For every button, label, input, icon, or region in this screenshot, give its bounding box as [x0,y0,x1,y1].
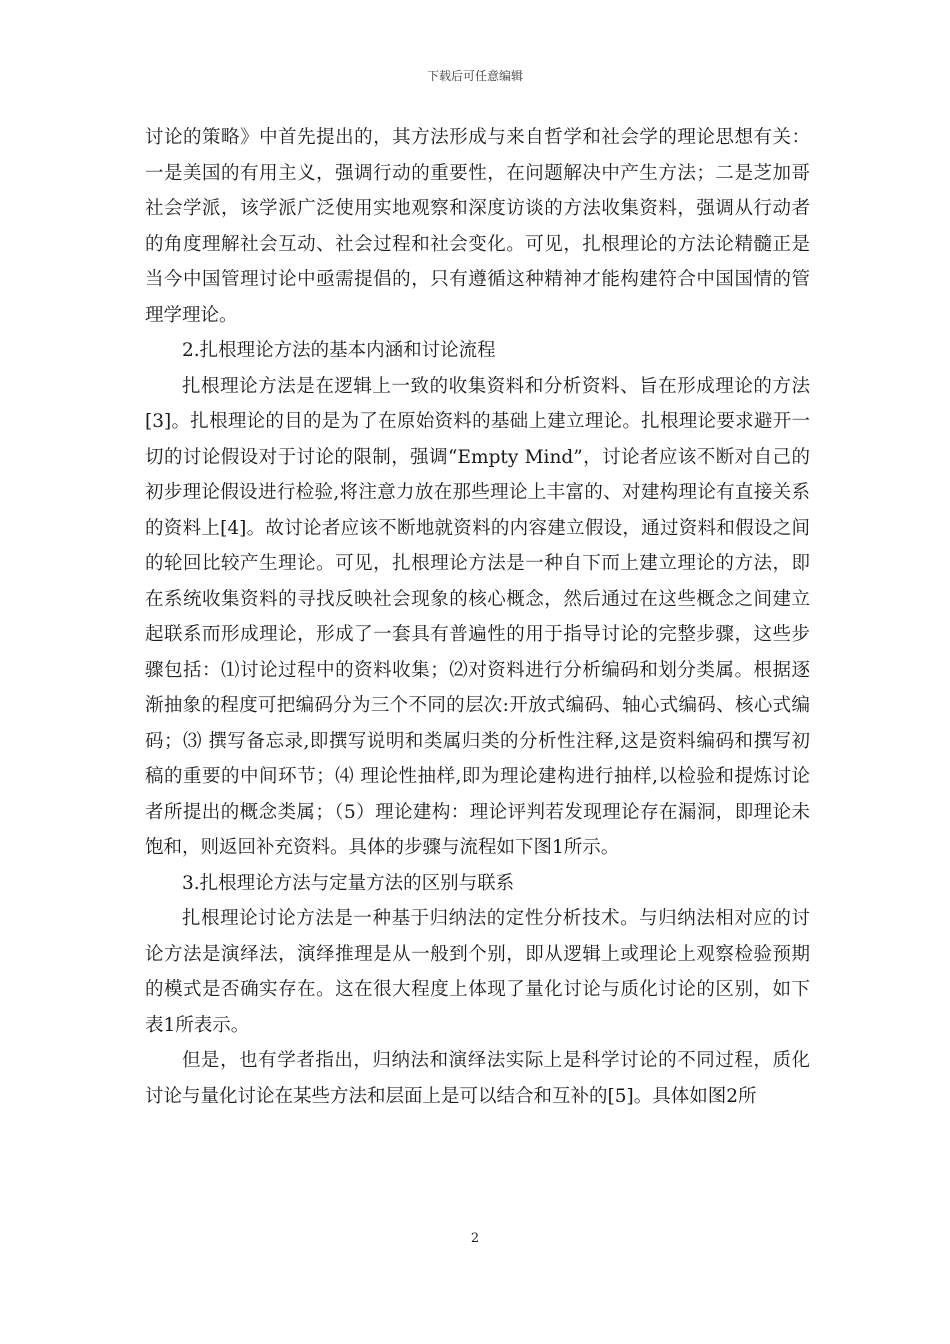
paragraph: 但是，也有学者指出，归纳法和演绎法实际上是科学讨论的不同过程，质化讨论与量化讨论在某些方法和层面上是可以结合和互补的[5]。具体如图2所 [145,1050,810,1107]
document-body [145,120,810,1114]
section-heading: 3.扎根理论方法与定量方法的区别与联系 [182,872,515,894]
page-number: 2 [470,1231,480,1246]
page-header: 下载后可任意编辑 [426,69,523,83]
paragraph: 扎根理论讨论方法是一种基于归纳法的定性分析技术。与归纳法相对应的讨论方法是演绎法，演绎推理是从一般到个别，即从逻辑上或理论上观察检验预期的模式是否确实存在。这在很大程度上体现了量化讨论与质化讨论的区别，如下表1所表示。 [145,908,810,1036]
paragraph-continuation: 讨论的策略》中首先提出的，其方法形成与来自哲学和社会学的理论思想有关：一是美国的有用主义，强调行动的重要性，在问题解决中产生方法；二是芝加哥社会学派，该学派广泛使用实地观察和深度访谈的方法收集资料，强调从行动者的角度理解社会互动、社会过程和社会变化。可见，扎根理论的方法论精髓正是当今中国管理讨论中亟需提倡的，只有遵循这种精神才能构建符合中国国情的管理学理论。 [145,127,810,326]
paragraph: 扎根理论方法是在逻辑上一致的收集资料和分析资料、旨在形成理论的方法[3]。扎根理论的目的是为了在原始资料的基础上建立理论。扎根理论要求避开一切的讨论假设对于讨论的限制，强调“Empty Mind”，讨论者应该不断对自己的初步理论假设进行检验,将注意力放在那些理论上丰富的、对建构理论有直接关系的资料上[4]。故讨论者应该不断地就资料的内容建立假设，通过资料和假设之间的轮回比较产生理论。可见，扎根理论方法是一种自下而上建立理论的方法，即在系统收集资料的寻找反映社会现象的核心概念，然后通过在这些概念之间建立起联系而形成理论，形成了一套具有普遍性的用于指导讨论的完整步骤，这些步骤包括：⑴讨论过程中的资料收集；⑵对资料进行分析编码和划分类属。根据逐渐抽象的程度可把编码分为三个不同的层次:开放式编码、轴心式编码、核心式编码；⑶ 撰写备忘录,即撰写说明和类属归类的分析性注释,这是资料编码和撰写初稿的重要的中间环节；⑷ 理论性抽样,即为理论建构进行抽样,以检验和提炼讨论者所提出的概念类属；（5）理论建构：理论评判若发现理论存在漏洞，即理论未饱和，则返回补充资料。具体的步骤与流程如下图1所示。 [145,375,810,858]
section-heading: 2.扎根理论方法的基本内涵和讨论流程 [182,340,496,361]
